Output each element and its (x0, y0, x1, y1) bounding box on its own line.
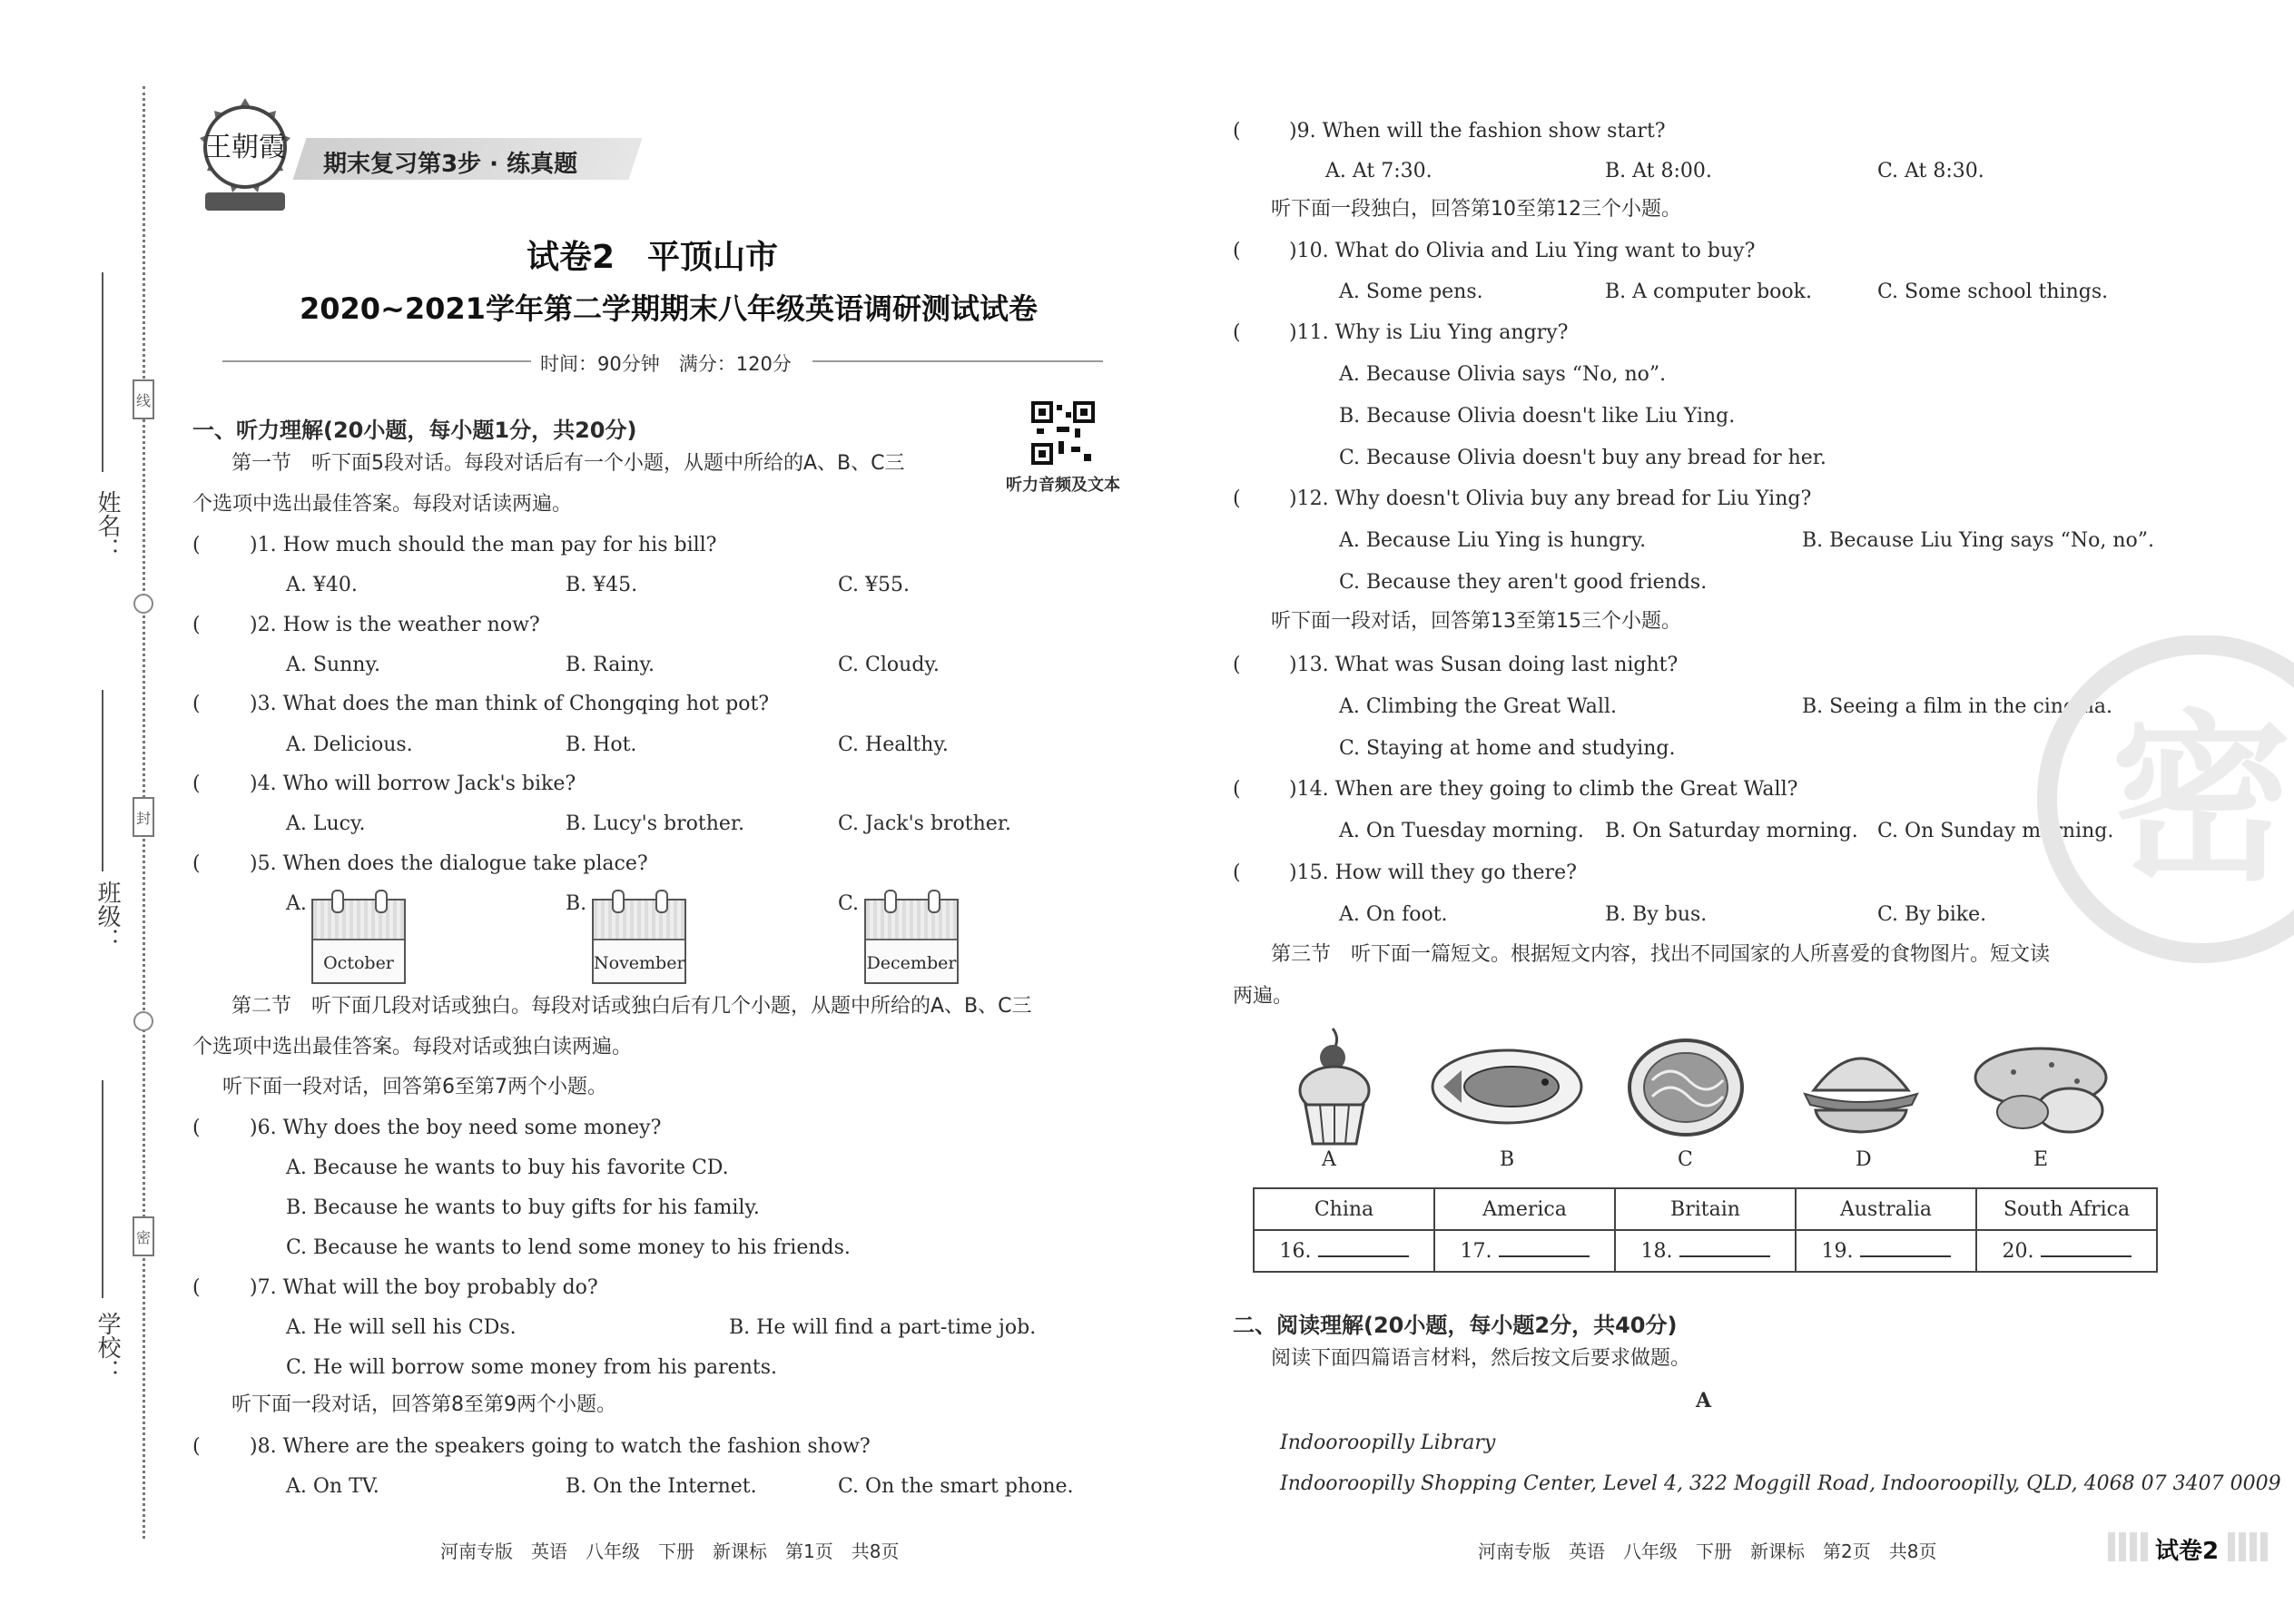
option: A. (286, 892, 307, 915)
answer-bracket[interactable]: ( (192, 1117, 201, 1139)
option: B. Because he wants to buy gifts for his family. (286, 1196, 760, 1219)
table-row (1254, 1230, 2157, 1272)
logo-text: 王朝霞 (204, 132, 286, 163)
answer-cell[interactable] (1615, 1230, 1796, 1272)
svg-text:密: 密 (2110, 694, 2293, 906)
option: C. By bike. (1877, 903, 1987, 926)
binding-hole (133, 594, 153, 614)
section1-heading: 一、听力理解(20小题，每小题1分，共20分) (192, 418, 637, 443)
table-header-cell: South Africa (1976, 1188, 2157, 1230)
calendar-icon (592, 899, 686, 984)
question-9: )9. When will the fashion show start? (1289, 120, 1666, 143)
time-info: 时间：90分钟 满分：120分 (540, 353, 792, 375)
question-1: )1. How much should the man pay for his bill? (250, 534, 717, 556)
answer-bracket[interactable]: ( (192, 1435, 201, 1458)
question-8: )8. Where are the speakers going to watch the fashion show? (250, 1435, 871, 1458)
option: A. ¥40. (286, 574, 358, 596)
question-4: )4. Who will borrow Jack's bike? (250, 773, 576, 795)
option: C. At 8:30. (1877, 160, 1984, 182)
secret-seal-watermark (2020, 635, 2294, 980)
option: B. On the Internet. (566, 1475, 757, 1498)
part1-intro: 个选项中选出最佳答案。每段对话读两遍。 (192, 493, 573, 516)
class-label: 班级： (94, 881, 121, 951)
part2-intro: 个选项中选出最佳答案。每段对话或独白读两遍。 (192, 1036, 633, 1058)
option: A. Delicious. (286, 733, 413, 756)
option: B. Hot. (566, 733, 637, 756)
name-fill-line[interactable] (102, 272, 103, 472)
calendar-icon (864, 899, 959, 984)
answer-cell[interactable] (1796, 1230, 1976, 1272)
picture-label: E (2033, 1148, 2049, 1171)
calendar-icon (311, 899, 406, 984)
passage-label: A (1696, 1389, 1712, 1412)
name-label: 姓名： (94, 490, 121, 561)
option: B. By bus. (1605, 903, 1708, 926)
option: B. He will find a part-time job. (729, 1316, 1037, 1339)
answer-bracket[interactable]: ( (1233, 861, 1241, 884)
option: A. Climbing the Great Wall. (1339, 695, 1617, 718)
answer-blank[interactable] (2041, 1239, 2132, 1257)
option: B. On Saturday morning. (1605, 820, 1858, 842)
option: A. He will sell his CDs. (286, 1316, 517, 1339)
option: C. On Sunday morning. (1877, 820, 2114, 842)
binding-mark-secret: 密 (133, 1216, 154, 1256)
answer-bracket[interactable]: ( (1233, 240, 1241, 262)
question-14: )14. When are they going to climb the Great Wall? (1289, 778, 1798, 801)
question-12: )12. Why doesn't Olivia buy any bread for Liu Ying? (1289, 487, 1812, 510)
answer-bracket[interactable]: ( (1233, 654, 1241, 676)
question-5: )5. When does the dialogue take place? (250, 852, 648, 875)
option: C. Because he wants to lend some money to his friends. (286, 1236, 851, 1259)
answer-bracket[interactable]: ( (192, 534, 201, 556)
answer-number: 19. (1821, 1240, 1854, 1263)
option: A. At 7:30. (1325, 160, 1433, 182)
answer-bracket[interactable]: ( (192, 852, 201, 875)
answer-number: 20. (2002, 1240, 2034, 1263)
answer-bracket[interactable]: ( (192, 1276, 201, 1299)
listening-direction: 听下面一段对话，回答第6至第7两个小题。 (222, 1076, 607, 1098)
table-header-cell: America (1434, 1188, 1615, 1230)
option: A. On foot. (1339, 903, 1448, 926)
answer-blank[interactable] (1679, 1239, 1770, 1257)
answer-blank[interactable] (1499, 1239, 1590, 1257)
table-header-cell: Australia (1796, 1188, 1976, 1230)
option: C. (838, 892, 860, 915)
potato-picture (1968, 1039, 2113, 1139)
option: C. Because Olivia doesn't buy any bread for her. (1339, 447, 1826, 469)
school-label: 学校： (94, 1312, 121, 1383)
footer-paper-tag: 试卷2 (2150, 1532, 2224, 1566)
binding-hole (133, 1011, 153, 1031)
option: A. Because he wants to buy his favorite CD. (286, 1156, 729, 1179)
answer-cell[interactable] (1434, 1230, 1615, 1272)
answer-cell[interactable] (1254, 1230, 1434, 1272)
question-2: )2. How is the weather now? (250, 614, 540, 636)
answer-cell[interactable] (1976, 1230, 2157, 1272)
option: C. On the smart phone. (838, 1475, 1074, 1498)
question-13: )13. What was Susan doing last night? (1289, 654, 1679, 676)
fish-dish-picture (1425, 1044, 1584, 1130)
answer-number: 16. (1279, 1240, 1312, 1263)
option: C. Some school things. (1877, 281, 2109, 303)
class-fill-line[interactable] (102, 690, 103, 871)
table-header-cell: Britain (1615, 1188, 1796, 1230)
option: C. Staying at home and studying. (1339, 737, 1676, 760)
part3-intro: 两遍。 (1233, 985, 1294, 1008)
listening-direction: 听下面一段对话，回答第8至第9两个小题。 (231, 1393, 616, 1416)
option: B. Lucy's brother. (566, 812, 744, 835)
library-address: Indooroopilly Shopping Center, Level 4, 322 Moggill Road, Indooroopilly, QLD, 4068 07 3407 0009 (1280, 1472, 2281, 1495)
option: A. Sunny. (286, 654, 380, 676)
question-15: )15. How will they go there? (1289, 861, 1577, 884)
calendar-month: December (866, 953, 957, 973)
option: B. Because Liu Ying says “No, no”. (1802, 529, 2154, 552)
option: B. (566, 892, 587, 915)
part1-intro: 第一节 听下面5段对话。每段对话后有一个小题，从题中所给的A、B、C三 (231, 452, 905, 475)
exam-title: 试卷2 平顶山市 (527, 239, 779, 276)
binding-mark-seal: 封 (133, 797, 154, 837)
option: C. Jack's brother. (838, 812, 1011, 835)
option: C. He will borrow some money from his parents. (286, 1356, 777, 1379)
series-banner: 期末复习第3步 · 练真题 (323, 151, 578, 178)
page-footer-right: 河南专版 英语 八年级 下册 新课标 第2页 共8页 (1478, 1540, 1937, 1562)
option: B. Seeing a film in the cinema. (1802, 695, 2112, 718)
brand-logo (182, 91, 309, 227)
qr-caption: 听力音频及文本 (1006, 476, 1120, 495)
exam-subtitle: 2020~2021学年第二学期期末八年级英语调研测试试卷 (300, 291, 1038, 326)
question-11: )11. Why is Liu Ying angry? (1289, 321, 1569, 344)
option: C. Because they aren't good friends. (1339, 571, 1708, 594)
answer-blank[interactable] (1860, 1239, 1951, 1257)
calendar-month: October (323, 953, 394, 973)
option: A. On Tuesday morning. (1339, 820, 1584, 842)
option: A. Because Olivia says “No, no”. (1339, 363, 1667, 386)
answer-bracket[interactable]: ( (1233, 778, 1241, 801)
option: A. Some pens. (1339, 281, 1483, 303)
option: A. Lucy. (286, 812, 366, 835)
option: B. Rainy. (566, 654, 655, 676)
option: B. At 8:00. (1605, 160, 1712, 182)
calendar-month: November (594, 953, 685, 973)
food-answer-table (1253, 1187, 2158, 1273)
school-fill-line[interactable] (102, 1080, 103, 1298)
section2-intro: 阅读下面四篇语言材料，然后按文后要求做题。 (1271, 1347, 1691, 1370)
library-name: Indooroopilly Library (1280, 1432, 1496, 1454)
burger-picture (1797, 1039, 1925, 1139)
picture-label: D (1856, 1148, 1872, 1171)
option: B. A computer book. (1605, 281, 1812, 303)
divider (812, 360, 1103, 362)
listening-direction: 听下面一段对话，回答第13至第15三个小题。 (1271, 610, 1681, 633)
picture-label: B (1500, 1148, 1515, 1171)
option: B. ¥45. (566, 574, 638, 596)
option: C. Healthy. (838, 733, 949, 756)
part3-intro: 第三节 听下面一篇短文。根据短文内容，找出不同国家的人所喜爱的食物图片。短文读 (1271, 943, 2051, 966)
answer-number: 18. (1640, 1240, 1673, 1263)
answer-bracket[interactable]: ( (192, 614, 201, 636)
binding-mark-line: 线 (133, 379, 154, 419)
answer-bracket[interactable]: ( (1233, 120, 1241, 143)
option: C. ¥55. (838, 574, 911, 596)
answer-bracket[interactable]: ( (1233, 321, 1241, 344)
listening-direction: 听下面一段独白，回答第10至第12三个小题。 (1271, 198, 1681, 221)
cupcake-picture (1289, 1021, 1380, 1153)
answer-bracket[interactable]: ( (192, 693, 201, 715)
divider (222, 360, 531, 362)
picture-label: A (1322, 1148, 1336, 1171)
question-7: )7. What will the boy probably do? (250, 1276, 598, 1299)
option: C. Cloudy. (838, 654, 940, 676)
noodle-bowl-picture (1625, 1035, 1748, 1139)
qr-code-icon[interactable] (1031, 401, 1095, 465)
answer-number: 17. (1460, 1240, 1492, 1263)
answer-bracket[interactable]: ( (1233, 487, 1241, 510)
option: A. Because Liu Ying is hungry. (1339, 529, 1647, 552)
section2-heading: 二、阅读理解(20小题，每小题2分，共40分) (1233, 1313, 1678, 1338)
part2-intro: 第二节 听下面几段对话或独白。每段对话或独白后有几个小题，从题中所给的A、B、C三 (231, 995, 1032, 1018)
question-6: )6. Why does the boy need some money? (250, 1117, 662, 1139)
question-3: )3. What does the man think of Chongqing hot pot? (250, 693, 770, 715)
option: A. On TV. (286, 1475, 379, 1498)
answer-bracket[interactable]: ( (192, 773, 201, 795)
question-10: )10. What do Olivia and Liu Ying want to buy? (1289, 240, 1756, 262)
page-footer-left: 河南专版 英语 八年级 下册 新课标 第1页 共8页 (440, 1540, 900, 1562)
picture-label: C (1678, 1148, 1693, 1171)
table-header-cell: China (1254, 1188, 1434, 1230)
answer-blank[interactable] (1318, 1239, 1409, 1257)
table-row (1254, 1188, 2157, 1230)
option: B. Because Olivia doesn't like Liu Ying. (1339, 405, 1736, 428)
